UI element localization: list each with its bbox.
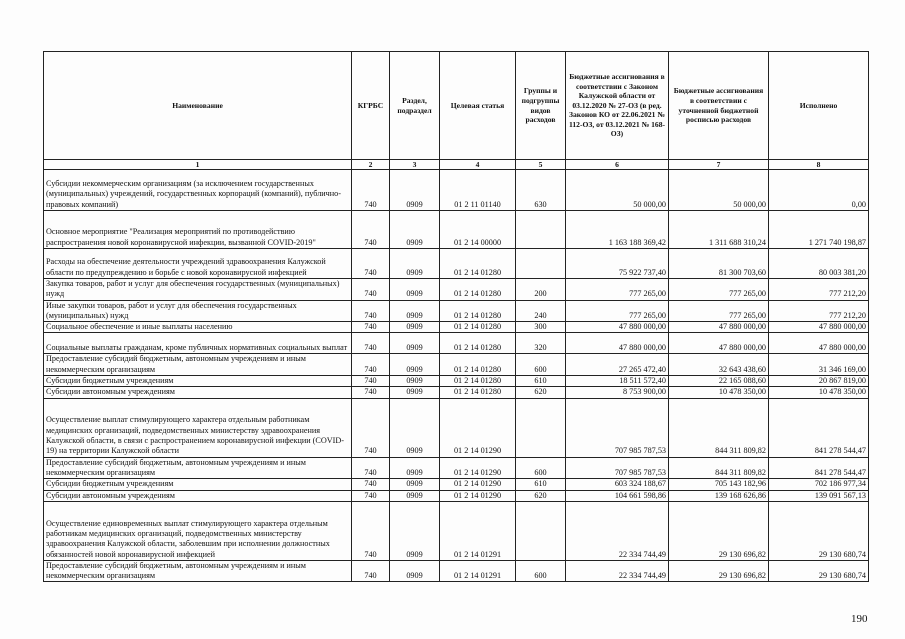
row-budget-law: 18 511 572,40 <box>566 376 669 387</box>
row-kgrbs: 740 <box>352 279 390 301</box>
header-row <box>44 52 869 160</box>
row-target: 01 2 14 01280 <box>440 387 516 398</box>
row-budget-law: 707 985 787,53 <box>566 457 669 479</box>
row-group: 620 <box>516 490 566 501</box>
row-section: 0909 <box>390 354 440 376</box>
row-budget-refined: 705 143 182,96 <box>669 479 769 490</box>
row-budget-law: 777 265,00 <box>566 300 669 322</box>
column-number: 2 <box>352 160 390 170</box>
row-budget-refined: 81 300 703,60 <box>669 249 769 279</box>
row-executed: 47 880 000,00 <box>769 333 869 354</box>
table-row <box>44 501 869 560</box>
row-group: 320 <box>516 333 566 354</box>
row-kgrbs: 740 <box>352 170 390 211</box>
row-section: 0909 <box>390 300 440 322</box>
row-group <box>516 501 566 560</box>
row-executed: 702 186 977,34 <box>769 479 869 490</box>
row-kgrbs: 740 <box>352 333 390 354</box>
row-budget-law: 8 753 900,00 <box>566 387 669 398</box>
row-budget-law: 50 000,00 <box>566 170 669 211</box>
column-number: 6 <box>566 160 669 170</box>
column-number: 5 <box>516 160 566 170</box>
row-target: 01 2 14 01280 <box>440 322 516 333</box>
row-budget-refined: 47 880 000,00 <box>669 333 769 354</box>
row-name: Предоставление субсидий бюджетным, автономным учреждениям и иным некоммерческим организациям <box>44 457 352 479</box>
column-number: 3 <box>390 160 440 170</box>
row-target: 01 2 14 01280 <box>440 376 516 387</box>
row-target: 01 2 14 01280 <box>440 300 516 322</box>
row-budget-refined: 50 000,00 <box>669 170 769 211</box>
row-group: 300 <box>516 322 566 333</box>
header-group: Группы и подгруппы видов расходов <box>516 52 566 160</box>
table-row <box>44 300 869 322</box>
row-budget-refined: 777 265,00 <box>669 300 769 322</box>
row-budget-refined: 29 130 696,82 <box>669 501 769 560</box>
row-section: 0909 <box>390 457 440 479</box>
row-budget-law: 27 265 472,40 <box>566 354 669 376</box>
row-section: 0909 <box>390 479 440 490</box>
row-budget-refined: 29 130 696,82 <box>669 560 769 582</box>
row-target: 01 2 14 01290 <box>440 398 516 457</box>
row-kgrbs: 740 <box>352 501 390 560</box>
row-kgrbs: 740 <box>352 457 390 479</box>
row-budget-refined: 844 311 809,82 <box>669 457 769 479</box>
header-executed: Исполнено <box>769 52 869 160</box>
row-budget-law: 47 880 000,00 <box>566 333 669 354</box>
row-budget-refined: 32 643 438,60 <box>669 354 769 376</box>
row-budget-law: 707 985 787,53 <box>566 398 669 457</box>
table-row <box>44 376 869 387</box>
row-kgrbs: 740 <box>352 398 390 457</box>
table-row <box>44 249 869 279</box>
row-section: 0909 <box>390 560 440 582</box>
row-kgrbs: 740 <box>352 354 390 376</box>
row-target: 01 2 14 01291 <box>440 501 516 560</box>
row-section: 0909 <box>390 501 440 560</box>
column-number: 7 <box>669 160 769 170</box>
row-target: 01 2 14 01291 <box>440 560 516 582</box>
header-section: Раздел, подраздел <box>390 52 440 160</box>
header-kgrbs: КГРБС <box>352 52 390 160</box>
row-budget-law: 603 324 188,67 <box>566 479 669 490</box>
row-target: 01 2 11 01140 <box>440 170 516 211</box>
row-group: 600 <box>516 457 566 479</box>
row-section: 0909 <box>390 376 440 387</box>
row-kgrbs: 740 <box>352 249 390 279</box>
row-name: Социальное обеспечение и иные выплаты населению <box>44 322 352 333</box>
row-group: 600 <box>516 354 566 376</box>
row-executed: 0,00 <box>769 170 869 211</box>
column-number: 4 <box>440 160 516 170</box>
row-target: 01 2 14 01290 <box>440 457 516 479</box>
row-section: 0909 <box>390 387 440 398</box>
row-executed: 777 212,20 <box>769 279 869 301</box>
row-executed: 29 130 680,74 <box>769 501 869 560</box>
row-executed: 139 091 567,13 <box>769 490 869 501</box>
row-kgrbs: 740 <box>352 376 390 387</box>
row-group <box>516 398 566 457</box>
row-budget-refined: 844 311 809,82 <box>669 398 769 457</box>
row-executed: 841 278 544,47 <box>769 457 869 479</box>
row-executed: 841 278 544,47 <box>769 398 869 457</box>
row-kgrbs: 740 <box>352 479 390 490</box>
row-group: 240 <box>516 300 566 322</box>
table-row <box>44 170 869 211</box>
row-section: 0909 <box>390 249 440 279</box>
column-number-row <box>44 160 869 170</box>
budget-table <box>43 51 869 582</box>
row-kgrbs: 740 <box>352 211 390 249</box>
row-name: Иные закупки товаров, работ и услуг для обеспечения государственных (муниципальных) нужд <box>44 300 352 322</box>
row-target: 01 2 14 00000 <box>440 211 516 249</box>
header-budget-law: Бюджетные ассигнования в соответствии с Законом Калужской области от 03.12.2020 № 27-ОЗ (в ред. Законов КО от 22.06.2021 № 112-ОЗ, от 03.12.2021 № 168-ОЗ) <box>566 52 669 160</box>
row-target: 01 2 14 01290 <box>440 479 516 490</box>
row-budget-refined: 47 880 000,00 <box>669 322 769 333</box>
table-row <box>44 333 869 354</box>
row-budget-refined: 139 168 626,86 <box>669 490 769 501</box>
row-name: Закупка товаров, работ и услуг для обеспечения государственных (муниципальных) нужд <box>44 279 352 301</box>
page-number: 190 <box>851 613 868 625</box>
row-section: 0909 <box>390 170 440 211</box>
row-kgrbs: 740 <box>352 387 390 398</box>
row-executed: 777 212,20 <box>769 300 869 322</box>
row-section: 0909 <box>390 490 440 501</box>
row-section: 0909 <box>390 279 440 301</box>
table-row <box>44 457 869 479</box>
row-group: 610 <box>516 479 566 490</box>
row-section: 0909 <box>390 211 440 249</box>
row-target: 01 2 14 01280 <box>440 333 516 354</box>
row-target: 01 2 14 01290 <box>440 490 516 501</box>
row-group <box>516 211 566 249</box>
row-name: Предоставление субсидий бюджетным, автономным учреждениям и иным некоммерческим организациям <box>44 354 352 376</box>
table-row <box>44 490 869 501</box>
row-name: Субсидии автономным учреждениям <box>44 387 352 398</box>
row-executed: 10 478 350,00 <box>769 387 869 398</box>
header-target: Целевая статья <box>440 52 516 160</box>
row-budget-refined: 1 311 688 310,24 <box>669 211 769 249</box>
row-group: 600 <box>516 560 566 582</box>
row-name: Субсидии бюджетным учреждениям <box>44 479 352 490</box>
row-executed: 1 271 740 198,87 <box>769 211 869 249</box>
row-budget-law: 104 661 598,86 <box>566 490 669 501</box>
row-kgrbs: 740 <box>352 322 390 333</box>
header-name: Наименование <box>44 52 352 160</box>
row-group: 630 <box>516 170 566 211</box>
row-target: 01 2 14 01280 <box>440 354 516 376</box>
row-name: Предоставление субсидий бюджетным, автономным учреждениям и иным некоммерческим организациям <box>44 560 352 582</box>
row-section: 0909 <box>390 322 440 333</box>
row-section: 0909 <box>390 398 440 457</box>
row-executed: 29 130 680,74 <box>769 560 869 582</box>
row-budget-law: 22 334 744,49 <box>566 560 669 582</box>
row-budget-law: 75 922 737,40 <box>566 249 669 279</box>
column-number: 8 <box>769 160 869 170</box>
row-kgrbs: 740 <box>352 560 390 582</box>
header-budget-refined: Бюджетные ассигнования в соответствии с уточненной бюджетной росписью расходов <box>669 52 769 160</box>
row-name: Социальные выплаты гражданам, кроме публичных нормативных социальных выплат <box>44 333 352 354</box>
table-row <box>44 479 869 490</box>
row-group: 200 <box>516 279 566 301</box>
row-budget-law: 22 334 744,49 <box>566 501 669 560</box>
row-name: Осуществление выплат стимулирующего характера отдельным работникам медицинских организаций, подведомственных министерству здравоохранения Калужской области, в связи с распространением коронавирусной инфекции (COVID-19) на территории Калужской области <box>44 398 352 457</box>
table-row <box>44 398 869 457</box>
row-budget-law: 1 163 188 369,42 <box>566 211 669 249</box>
row-budget-law: 47 880 000,00 <box>566 322 669 333</box>
row-executed: 47 880 000,00 <box>769 322 869 333</box>
row-executed: 31 346 169,00 <box>769 354 869 376</box>
row-group: 610 <box>516 376 566 387</box>
table-row <box>44 354 869 376</box>
row-target: 01 2 14 01280 <box>440 249 516 279</box>
table-row <box>44 211 869 249</box>
row-name: Субсидии некоммерческим организациям (за исключением государственных (муниципальных) учреждений, государственных корпораций (компаний), публично-правовых компаний) <box>44 170 352 211</box>
table-row <box>44 560 869 582</box>
row-executed: 80 003 381,20 <box>769 249 869 279</box>
table-row <box>44 279 869 301</box>
row-name: Осуществление единовременных выплат стимулирующего характера отдельным работникам медицинских организаций, подведомственных министерству здравоохранения Калужской области, заболевшим при исполнении должностных обязанностей новой коронавирусной инфекцией <box>44 501 352 560</box>
row-name: Основное мероприятие "Реализация мероприятий по противодействию распространения новой коронавирусной инфекции, вызванной COVID-2019" <box>44 211 352 249</box>
row-budget-refined: 22 165 088,60 <box>669 376 769 387</box>
row-name: Субсидии автономным учреждениям <box>44 490 352 501</box>
row-name: Субсидии бюджетным учреждениям <box>44 376 352 387</box>
table-row <box>44 322 869 333</box>
row-group: 620 <box>516 387 566 398</box>
row-name: Расходы на обеспечение деятельности учреждений здравоохранения Калужской области по предупреждению и борьбе с новой коронавирусной инфекцией <box>44 249 352 279</box>
row-section: 0909 <box>390 333 440 354</box>
row-target: 01 2 14 01280 <box>440 279 516 301</box>
row-group <box>516 249 566 279</box>
row-budget-refined: 777 265,00 <box>669 279 769 301</box>
row-budget-refined: 10 478 350,00 <box>669 387 769 398</box>
row-kgrbs: 740 <box>352 300 390 322</box>
row-budget-law: 777 265,00 <box>566 279 669 301</box>
budget-table-sheet <box>43 51 868 582</box>
table-row <box>44 387 869 398</box>
row-kgrbs: 740 <box>352 490 390 501</box>
row-executed: 20 867 819,00 <box>769 376 869 387</box>
column-number: 1 <box>44 160 352 170</box>
